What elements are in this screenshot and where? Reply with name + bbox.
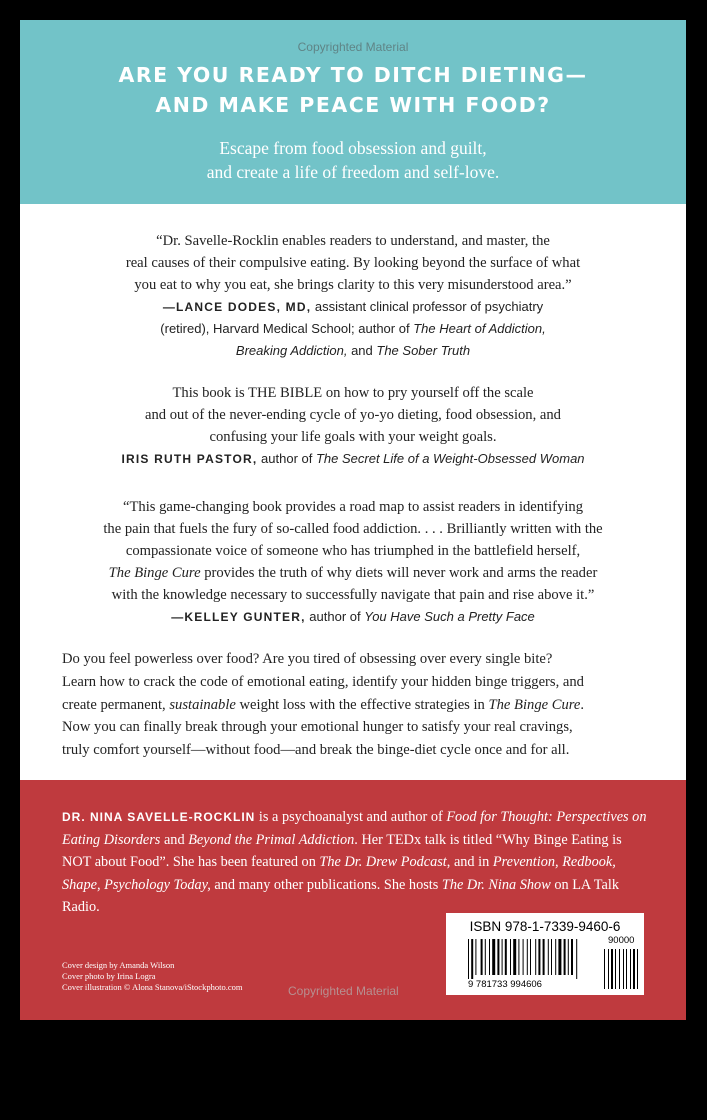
book-back-cover (20, 20, 686, 1020)
endorser-attribution (20, 606, 686, 628)
quote-line (20, 562, 686, 584)
barcode-bar (505, 939, 507, 975)
barcode-bar (611, 949, 613, 989)
quote-text: provides the truth of why diets will never work and arms the reader (204, 565, 598, 581)
book-title: Perspectives on Eating Disorders (62, 809, 647, 848)
endorser-credit: (retired), Harvard Medical School; author of (160, 321, 410, 336)
conjunction: and (351, 343, 373, 358)
book-title: The Secret Life of a Weight-Obsessed Woman (315, 451, 585, 466)
author-bio (62, 806, 654, 919)
barcode-bar (615, 949, 616, 989)
barcode-bar (543, 939, 545, 975)
copyright-watermark-bottom: Copyrighted Material (288, 984, 399, 998)
description-line: Learn how to crack the code of emotional eating, identify your hidden binge triggers, and (62, 673, 584, 690)
price-code: 90000 (608, 935, 635, 946)
barcode-bar (568, 939, 569, 975)
bio-text: hosts (408, 876, 439, 893)
headline-line-1: ARE YOU READY TO DITCH DIETING— (118, 63, 588, 87)
endorser-attribution (20, 296, 686, 318)
endorser-attribution-cont (20, 318, 686, 340)
quote-line: This book is THE BIBLE on how to pry yourself off the scale (172, 385, 534, 401)
description-line: Now you can finally break through your emotional hunger to satisfy your real cravings, (62, 719, 573, 736)
barcode-bar (576, 939, 577, 979)
book-title: The Sober Truth (376, 343, 471, 358)
publication-titles: Prevention, Redbook, Shape, Psychology Today, (62, 854, 616, 893)
emphasis-text: sustainable (169, 696, 236, 713)
description-line: truly comfort yourself—without food—and break the binge-diet cycle once and for all. (62, 742, 570, 759)
quote-line: the pain that fuels the fury of so-called food addiction. . . . Brilliantly written with the (103, 521, 603, 537)
barcode-bar (527, 939, 528, 975)
barcode-bar (523, 939, 524, 975)
barcode-bar (604, 949, 605, 989)
barcode-bar (535, 939, 536, 975)
barcode-bar (513, 939, 516, 975)
quote-line: real causes of their compulsive eating. By looking beyond the surface of what (125, 255, 581, 271)
quote-line: “Dr. Savelle-Rocklin enables readers to understand, and master, the (156, 233, 550, 249)
book-title: Food for Thought: (446, 809, 553, 825)
bio-text: , (446, 854, 451, 870)
barcode-bar (564, 939, 566, 975)
credit-line: Cover photo by Irina Logra (62, 971, 156, 981)
book-title: The Heart of Addiction, (413, 321, 546, 336)
barcode-digits: 9 781733 994606 (468, 979, 542, 990)
credit-line: Cover design by Amanda Wilson (62, 960, 175, 970)
barcode-bar (633, 949, 635, 989)
subheadline (20, 136, 686, 184)
bio-text: and in (453, 854, 490, 870)
credit-line: Cover illustration © Alona Stanova/iStockphoto.com (62, 982, 243, 992)
description-line: Do you feel powerless over food? Are you tired of obsessing over every single bite? (62, 651, 553, 667)
endorser-credit: author of (261, 451, 313, 466)
show-title: The Dr. Nina Show (441, 876, 551, 893)
copyright-watermark-top: Copyrighted Material (297, 40, 409, 54)
barcode-bar (481, 939, 483, 975)
barcode-bar (558, 939, 561, 975)
book-title: Beyond the Primal Addiction (188, 831, 355, 848)
barcode-bar (475, 939, 476, 975)
headline-line-2: AND MAKE PEACE WITH FOOD? (155, 93, 551, 117)
barcode-bar (608, 949, 609, 989)
barcode-bar (626, 949, 627, 989)
description-text: . (580, 696, 585, 713)
quote-line: “This game-changing book provides a road map to assist readers in identifying (123, 499, 583, 515)
description-text: create permanent, (62, 696, 166, 713)
cover-credits (62, 960, 242, 993)
barcode-bar (551, 939, 552, 975)
book-title: You Have Such a Pretty Face (364, 609, 535, 624)
endorser-attribution-cont (20, 340, 686, 362)
subheadline-line-1: Escape from food obsession and guilt, (219, 138, 487, 158)
barcode-bar (619, 949, 620, 989)
quote-line: with the knowledge necessary to successfully navigate that pain and rise above it.” (111, 587, 595, 603)
headline (20, 60, 686, 120)
barcode-bar (485, 939, 486, 975)
barcode-bar (492, 939, 495, 975)
barcode-bar (502, 939, 503, 975)
isbn-barcode (446, 913, 644, 995)
quote-line: and out of the never-ending cycle of yo-yo dieting, food obsession, and (145, 407, 561, 423)
barcode-bar (530, 939, 531, 975)
book-title: The Binge Cure (108, 565, 201, 581)
book-title: The Binge Cure (488, 696, 581, 713)
barcode-bar (555, 939, 556, 975)
description-text: weight loss with the effective strategies in (239, 696, 485, 713)
endorser-name: —KELLEY GUNTER, (171, 610, 306, 624)
book-description (62, 648, 652, 762)
quote-line: compassionate voice of someone who has triumphed in the battlefield herself, (125, 543, 581, 559)
endorsement-gunter (20, 496, 686, 628)
endorser-credit: author of (309, 609, 361, 624)
bio-text: . Her TEDx talk is titled (354, 831, 493, 848)
book-title: Breaking Addiction, (235, 343, 348, 358)
endorsement-dodes (20, 230, 686, 362)
bio-text: “Why Binge Eating is NOT about Food”. She has been featured on (62, 831, 622, 870)
bio-text: and (163, 831, 185, 848)
endorsement-pastor (20, 382, 686, 470)
quote-line: confusing your life goals with your weight goals. (209, 429, 497, 445)
barcode-bar (571, 939, 573, 975)
bio-text: is a psychoanalyst and author of (258, 809, 443, 825)
isbn-number: ISBN 978-1-7339-9460-6 (469, 919, 621, 934)
barcode-bar (497, 939, 499, 975)
barcode-bar (468, 939, 469, 979)
barcode-bar (489, 939, 490, 975)
barcode-bar (623, 949, 624, 989)
barcode-bar (518, 939, 519, 975)
endorser-name: —LANCE DODES, MD, (162, 300, 312, 314)
show-title: The Dr. Drew Podcast (319, 854, 447, 870)
bio-text: and many other publications. She (214, 876, 406, 893)
barcode-bar (471, 939, 473, 979)
subheadline-line-2: and create a life of freedom and self-love. (206, 162, 500, 182)
quote-line: you eat to why you eat, she brings clarity to this very misunderstood area.” (134, 277, 572, 293)
barcode-bar (548, 939, 549, 975)
author-name: DR. NINA SAVELLE-ROCKLIN (62, 810, 256, 824)
endorser-credit: assistant clinical professor of psychiatry (314, 299, 544, 314)
bio-text: on LA Talk Radio. (62, 876, 619, 915)
endorser-attribution (20, 448, 686, 470)
description-line (62, 694, 652, 717)
barcode-bar (538, 939, 540, 975)
barcode-bar (637, 949, 638, 989)
endorser-name: IRIS RUTH PASTOR, (121, 452, 258, 466)
barcode-bar (630, 949, 631, 989)
barcode-bar (510, 939, 511, 975)
